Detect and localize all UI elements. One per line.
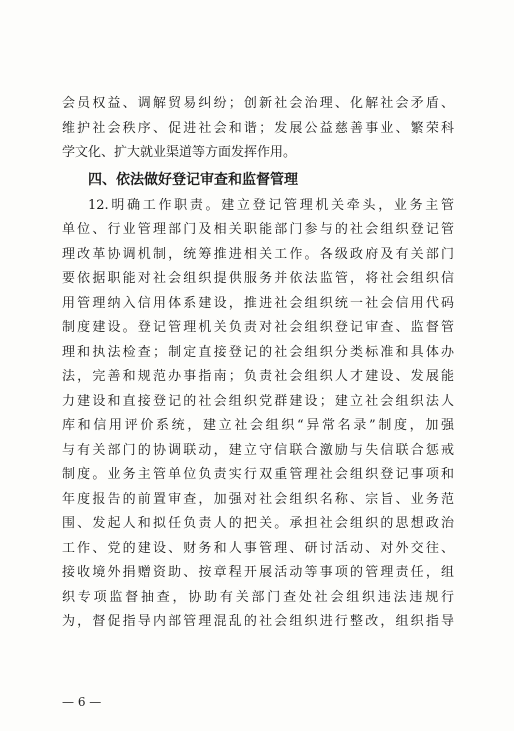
text-line: 用管理纳入信用体系建设，推进社会组织统一社会信用代码 — [62, 295, 454, 311]
text-line: 力建设和直接登记的社会组织党群建设；建立社会组织法人 — [62, 393, 454, 409]
text-line: 库和信用评价系统，建立社会组织“异常名录”制度，加强 — [62, 418, 454, 433]
text-line: 学文化、扩大就业渠道等方面发挥作用。 — [62, 145, 297, 160]
text-line: 工作、党的建设、财务和人事管理、研讨活动、对外交往、 — [62, 540, 454, 556]
text-line: 年度报告的前置审查，加强对社会组织名称、宗旨、业务范 — [62, 491, 454, 507]
document-body — [62, 92, 454, 635]
text-line: 织专项监督抽查，协助有关部门查处社会组织违法违规行 — [62, 589, 454, 605]
text-line: 理改革协调机制，统筹推进相关工作。各级政府及有关部门 — [62, 246, 454, 262]
text-line: 制度。业务主管单位负责实行双重管理社会组织登记事项和 — [62, 467, 454, 482]
text-line: 单位、行业管理部门及相关职能部门参与的社会组织登记管 — [62, 222, 454, 237]
paragraph-intro — [62, 92, 454, 166]
text-line: 围、发起人和拟任负责人的把关。承担社会组织的思想政治 — [62, 516, 454, 531]
text-line: 法，完善和规范办事指南；负责社会组织人才建设、发展能 — [62, 369, 454, 384]
text-line: 为，督促指导内部管理混乱的社会组织进行整改，组织指导 — [62, 614, 454, 629]
text-line: 维护社会秩序、促进社会和谐；发展公益慈善事业、繁荣科 — [62, 120, 454, 136]
text-line: 要依据职能对社会组织提供服务并依法监管，将社会组织信 — [62, 271, 454, 286]
page-number: — 6 — — [62, 695, 102, 709]
text-line: 制度建设。登记管理机关负责对社会组织登记审查、监督管 — [62, 320, 454, 335]
text-line: 与有关部门的协调联动，建立守信联合激励与失信联合惩戒 — [62, 442, 454, 458]
section-heading: 四、依法做好登记审查和监督管理 — [88, 171, 298, 188]
paragraph-12 — [62, 194, 454, 635]
text-line: 12.明确工作职责。建立登记管理机关牵头，业务主管 — [88, 197, 454, 213]
text-line: 理和执法检查；制定直接登记的社会组织分类标准和具体办 — [62, 344, 454, 360]
text-line: 接收境外捐赠资助、按章程开展活动等事项的管理责任，组 — [62, 565, 454, 580]
text-line: 会员权益、调解贸易纠纷；创新社会治理、化解社会矛盾、 — [62, 96, 454, 111]
